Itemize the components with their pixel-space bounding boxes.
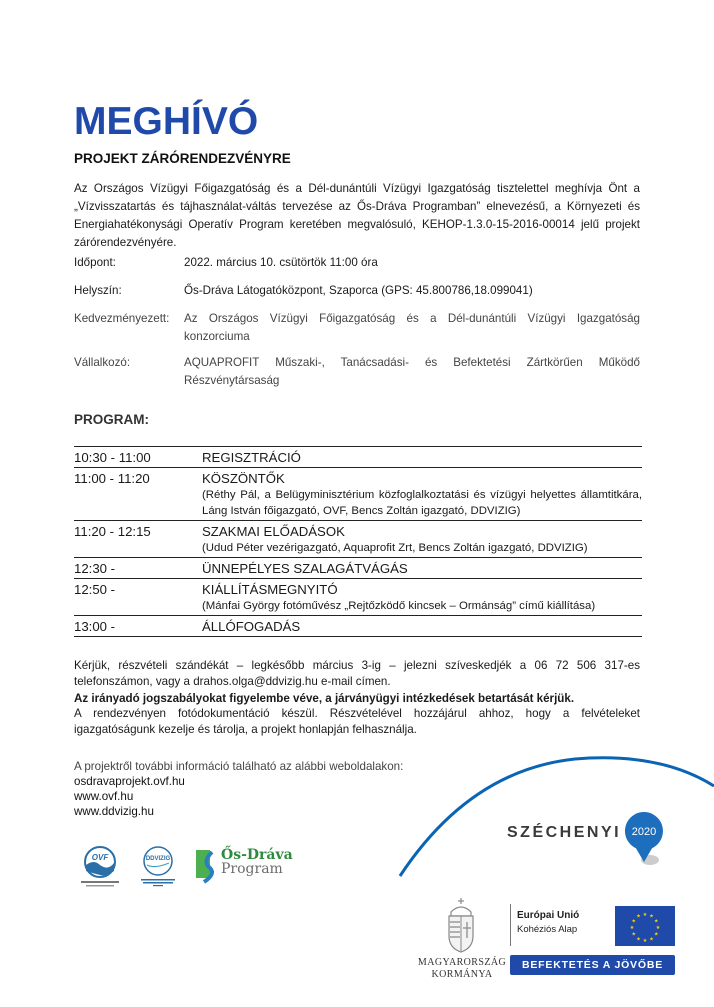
eu-line1: Európai Unió: [517, 910, 580, 921]
hungarian-coat-of-arms-icon: [443, 896, 479, 956]
hungarian-government-label: [416, 957, 508, 981]
ovf-logo-icon: [78, 845, 122, 891]
page-subtitle: PROJEKT ZÁRÓRENDEZVÉNYRE: [74, 151, 291, 166]
svg-text:★: ★: [636, 936, 641, 943]
schedule-event: KIÁLLÍTÁSMEGNYITÓ: [202, 582, 338, 597]
schedule-row: [74, 616, 642, 637]
schedule-time: 13:00 -: [74, 619, 116, 634]
osdrava-line2: Program: [221, 861, 283, 877]
svg-text:★: ★: [654, 918, 659, 925]
program-heading: PROGRAM:: [74, 412, 149, 427]
info-value: Ős-Dráva Látogatóközpont, Szaporca (GPS: 45.800786,18.099041): [184, 284, 533, 297]
svg-text:★: ★: [654, 931, 659, 938]
schedule-event: REGISZTRÁCIÓ: [202, 450, 301, 465]
eu-flag-icon: [615, 906, 675, 946]
schedule-time: 12:50 -: [74, 582, 116, 597]
svg-text:★: ★: [649, 936, 654, 943]
svg-text:DDVIZIG: DDVIZIG: [145, 856, 171, 862]
eu-cohesion-fund-label: [510, 904, 579, 946]
investment-banner: BEFEKTETÉS A JÖVŐBE: [510, 955, 675, 975]
info-label: Helyszín:: [74, 284, 122, 297]
szechenyi-label: SZÉCHENYI: [507, 824, 622, 841]
info-value: AQUAPROFIT Műszaki-, Tanácsadási- és Befektetési Zártkörűen Működő Részvénytársaság: [184, 356, 640, 387]
info-row-date: [74, 254, 640, 272]
svg-text:★: ★: [655, 925, 661, 931]
schedule-row: [74, 579, 642, 616]
info-row-beneficiary: [74, 310, 640, 346]
svg-text:★: ★: [631, 931, 636, 938]
schedule-note: (Réthy Pál, a Belügyminisztérium közfoglalkoztatási és vízügyi helyettes államtitkára, Láng István főigazgató, OVF, Bencs Zoltán igazgató, DDVIZIG): [202, 489, 642, 517]
ddvizig-logo-icon: [135, 845, 181, 891]
info-label: Vállalkozó:: [74, 356, 131, 369]
schedule-time: 11:20 - 12:15: [74, 524, 151, 539]
schedule-event: ÜNNEPÉLYES SZALAGÁTVÁGÁS: [202, 561, 408, 576]
link-osdravaprojekt[interactable]: osdravaprojekt.ovf.hu: [74, 775, 185, 788]
schedule-row: [74, 468, 642, 521]
info-value: 2022. március 10. csütörtök 11:00 óra: [184, 256, 378, 269]
schedule-event: ÁLLÓFOGADÁS: [202, 619, 301, 634]
schedule-row: [74, 521, 642, 558]
schedule-event: SZAKMAI ELŐADÁSOK: [202, 524, 345, 539]
project-links: [74, 759, 403, 819]
svg-text:OVF: OVF: [91, 853, 109, 862]
intro-paragraph: Az Országos Vízügyi Főigazgatóság és a Dél-dunántúli Vízügyi Igazgatóság tisztelettel meghívja Önt a „Vízvisszatartás és tájhasználat-váltás tervezése az Ős-Dráva Programban” elnevezésű, a Környezeti és Energiahatékonysági Operatív Program keretében megvalósuló, KEHOP-1.3.0-15-2016-00014 jelű projekt zárórendezvényére.: [74, 182, 640, 249]
gov-line2: KORMÁNYA: [431, 969, 493, 980]
info-row-contractor: [74, 354, 640, 390]
info-row-location: [74, 282, 640, 300]
osdrava-line1: Ős-Dráva: [221, 847, 293, 863]
program-schedule-table: [74, 446, 642, 637]
info-label: Időpont:: [74, 256, 116, 269]
svg-text:★: ★: [642, 938, 648, 944]
rsvp-paragraph: Kérjük, részvételi szándékát – legkésőbb március 3-ig – jelezni szíveskedjék a 06 72 506 317-es telefonszámon, vagy a drahos.olga@ddvizig.hu e-mail címen.: [74, 659, 640, 688]
photo-notice: A rendezvényen fotódokumentáció készül. Részvételével hozzájárul ahhoz, hogy a felvételeket igazgatóságunk kezelje és tárolja, a projekt honlapján felhasználja.: [74, 707, 640, 736]
page-title: MEGHÍVÓ: [74, 100, 259, 143]
info-value: Az Országos Vízügyi Főigazgatóság és a Dél-dunántúli Vízügyi Igazgatóság konzorciuma: [184, 312, 640, 343]
info-label: Kedvezményezett:: [74, 312, 170, 325]
eu-line2: Kohéziós Alap: [517, 924, 578, 935]
schedule-row: [74, 558, 642, 579]
schedule-time: 10:30 - 11:00: [74, 450, 151, 465]
svg-text:★: ★: [649, 913, 654, 920]
schedule-note: (Mánfai György fotóművész „Rejtőzködő kincsek – Ormánság” című kiállítása): [202, 600, 596, 612]
svg-text:★: ★: [631, 918, 636, 925]
osdrava-logo-icon: [192, 848, 220, 884]
szechenyi-2020-pin-icon: [624, 810, 670, 870]
svg-text:★: ★: [642, 912, 648, 918]
link-ovf[interactable]: www.ovf.hu: [74, 790, 134, 803]
osdrava-logo-text: [221, 848, 293, 876]
schedule-event: KÖSZÖNTŐK: [202, 471, 285, 486]
schedule-time: 12:30 -: [74, 561, 116, 576]
schedule-row: [74, 447, 642, 468]
link-ddvizig[interactable]: www.ddvizig.hu: [74, 805, 154, 818]
schedule-note: (Udud Péter vezérigazgató, Aquaprofit Zrt, Bencs Zoltán igazgató, DDVIZIG): [202, 542, 588, 554]
svg-text:★: ★: [629, 925, 635, 931]
schedule-time: 11:00 - 11:20: [74, 471, 150, 486]
szechenyi-year: 2020: [631, 826, 657, 838]
links-intro: A projektről további információ található az alábbi weboldalakon:: [74, 760, 404, 773]
gov-line1: MAGYARORSZÁG: [417, 957, 507, 968]
svg-text:★: ★: [636, 913, 641, 920]
covid-notice: Az irányadó jogszabályokat figyelembe véve, a járványügyi intézkedések betartását kérjük.: [74, 692, 575, 705]
